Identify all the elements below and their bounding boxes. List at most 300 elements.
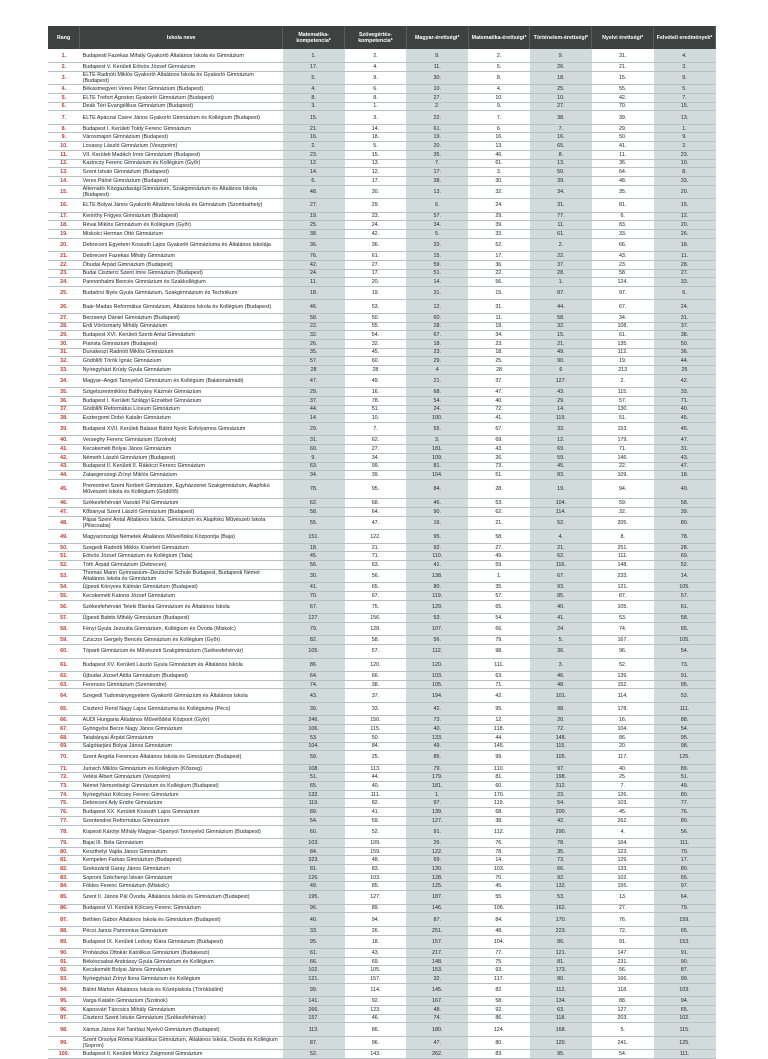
table-row [48, 561, 716, 570]
hungarian-exam-cell: 251. [406, 926, 468, 935]
history-exam-cell: 67. [530, 569, 592, 583]
history-exam-cell: 170. [530, 913, 592, 927]
school-name-cell: Városmajori Gimnázium (Budapest) [80, 133, 283, 142]
language-exam-cell: 32. [592, 508, 654, 517]
language-exam-cell: 233. [592, 569, 654, 583]
admission-results-cell: 58. [654, 499, 716, 508]
math-exam-cell: 103. [468, 865, 530, 874]
hungarian-exam-cell: 79. [406, 764, 468, 773]
history-exam-cell: 9. [530, 49, 592, 63]
admission-results-cell: 27. [654, 269, 716, 278]
school-name-cell: Varga Katalin Gimnázium (Szolnok) [80, 997, 283, 1006]
reading-competence-cell: 52. [345, 825, 407, 839]
admission-results-cell: 11. [654, 252, 716, 261]
admission-results-cell: 45. [654, 414, 716, 423]
hungarian-exam-cell: 127. [406, 816, 468, 825]
school-name-cell: Budapest I. Kerületi Toldy Ferenc Gimnázium [80, 124, 283, 133]
math-competence-cell: 246. [283, 716, 345, 725]
admission-results-cell: 65. [654, 873, 716, 882]
school-name-cell: Debreceni Ady Endre Gimnázium [80, 799, 283, 808]
rank-cell: 100. [48, 1050, 80, 1059]
school-name-cell: AUDI Hungaria Általános Művelődési Központ (Győr) [80, 716, 283, 725]
table-row [48, 742, 716, 751]
history-exam-cell: 69. [530, 445, 592, 454]
school-name-cell: Kecskeméti Bolyai János Gimnázium [80, 966, 283, 975]
admission-results-cell: 52. [654, 561, 716, 570]
math-exam-cell: 93. [468, 966, 530, 975]
hungarian-exam-cell: 145. [406, 983, 468, 997]
math-competence-cell: 24. [283, 269, 345, 278]
math-exam-cell: 106. [468, 904, 530, 913]
math-competence-cell: 42. [283, 260, 345, 269]
math-competence-cell: 66. [283, 957, 345, 966]
math-competence-cell: 1. [283, 49, 345, 63]
admission-results-cell: 65. [654, 1005, 716, 1014]
math-competence-cell: 157. [283, 1014, 345, 1023]
admission-results-cell: 88. [654, 716, 716, 725]
rank-cell: 65. [48, 702, 80, 716]
school-name-cell: Németh László Gimnázium (Budapest) [80, 453, 283, 462]
math-competence-cell: 67. [283, 600, 345, 614]
hungarian-exam-cell: 20. [406, 142, 468, 151]
history-exam-cell: 53. [530, 891, 592, 905]
table-row [48, 499, 716, 508]
admission-results-cell: 24. [654, 300, 716, 314]
reading-competence-cell: 48. [345, 856, 407, 865]
school-name-cell: Bálint Márton Általános Iskola és Középiskola (Törökbálint) [80, 983, 283, 997]
math-competence-cell: 28 [283, 366, 345, 375]
hungarian-exam-cell: 14. [406, 278, 468, 287]
language-exam-cell: 19. [592, 357, 654, 366]
reading-competence-cell: 94. [345, 913, 407, 927]
language-exam-cell: 57. [592, 396, 654, 405]
math-competence-cell: 15. [283, 111, 345, 125]
math-exam-cell: 16. [468, 133, 530, 142]
math-exam-cell: 76. [468, 839, 530, 848]
reading-competence-cell: 34. [345, 453, 407, 462]
school-name-cell: Budapest V. Kerületi Eötvös József Gimnázium [80, 63, 283, 72]
reading-competence-cell: 66. [345, 672, 407, 681]
admission-results-cell: 71. [654, 396, 716, 405]
math-competence-cell: 61. [283, 949, 345, 958]
math-exam-cell: 49. [468, 552, 530, 561]
math-competence-cell: 44. [283, 405, 345, 414]
language-exam-cell: 71. [592, 445, 654, 454]
math-exam-cell: 31. [468, 300, 530, 314]
admission-results-cell: 15. [654, 199, 716, 213]
table-row [48, 405, 716, 414]
language-exam-cell: 54. [592, 1050, 654, 1059]
hungarian-exam-cell: 24. [406, 405, 468, 414]
reading-competence-cell: 21. [345, 543, 407, 552]
reading-competence-cell: 95. [345, 479, 407, 499]
history-exam-cell: 7. [530, 124, 592, 133]
admission-results-cell: 105. [654, 583, 716, 592]
language-exam-cell: 45. [592, 808, 654, 817]
history-exam-cell: 73. [530, 856, 592, 865]
table-row [48, 388, 716, 397]
reading-competence-cell: 157. [345, 975, 407, 984]
reading-competence-cell: 45. [345, 348, 407, 357]
header-row [48, 26, 716, 49]
table-row [48, 847, 716, 856]
table-row [48, 286, 716, 300]
rank-cell: 73. [48, 782, 80, 791]
math-competence-cell: 106. [283, 725, 345, 734]
admission-results-cell: 80. [654, 516, 716, 530]
table-row [48, 680, 716, 689]
reading-competence-cell: 6. [345, 85, 407, 94]
math-competence-cell: 87. [283, 1036, 345, 1050]
rank-cell: 12. [48, 159, 80, 168]
rank-cell: 84. [48, 882, 80, 891]
math-competence-cell: 17. [283, 63, 345, 72]
hungarian-exam-cell: 5. [406, 229, 468, 238]
rank-cell: 55. [48, 592, 80, 601]
language-exam-cell: 15. [592, 71, 654, 85]
rank-cell: 49. [48, 530, 80, 544]
math-competence-cell: 39. [283, 702, 345, 716]
table-row [48, 453, 716, 462]
school-name-cell: Békásmegyeri Veres Péter Gimnázium (Budapest) [80, 85, 283, 94]
header-school-name: Iskola neve [80, 26, 283, 49]
math-competence-cell: 9. [283, 453, 345, 462]
reading-competence-cell: 61. [345, 252, 407, 261]
language-exam-cell: 41. [592, 142, 654, 151]
table-row [48, 975, 716, 984]
school-name-cell: ELTE Radnóti Miklós Gyakorló Általános Iskola és Gyakorló Gimnázium (Budapest) [80, 71, 283, 85]
rank-cell: 22. [48, 260, 80, 269]
admission-results-cell: 31. [654, 445, 716, 454]
math-competence-cell: 40. [283, 913, 345, 927]
math-competence-cell: 195. [283, 891, 345, 905]
math-competence-cell: 14. [283, 168, 345, 177]
math-exam-cell: 37. [468, 374, 530, 388]
math-exam-cell: 21. [468, 516, 530, 530]
hungarian-exam-cell: 60. [406, 313, 468, 322]
history-exam-cell: 312. [530, 782, 592, 791]
reading-competence-cell: 123. [345, 1005, 407, 1014]
rank-cell: 8. [48, 124, 80, 133]
table-row [48, 133, 716, 142]
rank-cell: 83. [48, 873, 80, 882]
header-hungarian-exam: Magyar-érettségi* [406, 26, 468, 49]
school-name-cell: Székesfehérvári Teleki Blanka Gimnázium és Általános Iskola [80, 600, 283, 614]
math-competence-cell: 41. [283, 583, 345, 592]
admission-results-cell: 49. [654, 782, 716, 791]
history-exam-cell: 23. [530, 790, 592, 799]
math-exam-cell: 24. [468, 199, 530, 213]
table-row [48, 592, 716, 601]
math-exam-cell: 104. [468, 935, 530, 949]
school-name-cell: Szegedi Radnóti Miklós Kísérleti Gimnázium [80, 543, 283, 552]
language-exam-cell: 178. [592, 702, 654, 716]
reading-competence-cell: 53. [345, 300, 407, 314]
school-name-cell: Nyíregyházi Kölcsey Ferenc Gimnázium [80, 790, 283, 799]
school-name-cell: ELTE Bolyai János Gyakorló Általános Iskola és Gimnázium (Szombathely) [80, 199, 283, 213]
rank-cell: 3. [48, 71, 80, 85]
rank-cell: 41. [48, 445, 80, 454]
school-name-cell: Tatabányai Árpád Gimnázium [80, 733, 283, 742]
admission-results-cell: 18. [654, 471, 716, 480]
admission-results-cell: 12. [654, 212, 716, 221]
admission-results-cell: 87. [654, 966, 716, 975]
reading-competence-cell: 58. [345, 636, 407, 645]
admission-results-cell: 5. [654, 85, 716, 94]
math-competence-cell: 32. [283, 331, 345, 340]
rank-cell: 85. [48, 891, 80, 905]
school-name-cell: Bethlen Gábor Általános Iskola és Gimnázium (Budapest) [80, 913, 283, 927]
rank-cell: 81. [48, 856, 80, 865]
language-exam-cell: 88. [592, 997, 654, 1006]
school-name-cell: Budai Ciszterci Szent Imre Gimnázium (Budapest) [80, 269, 283, 278]
admission-results-cell: 98. [654, 742, 716, 751]
math-competence-cell: 89. [283, 808, 345, 817]
math-exam-cell: 86. [468, 1014, 530, 1023]
admission-results-cell: 94. [654, 997, 716, 1006]
school-name-cell: Újbudai József Attila Gimnázium (Budapest) [80, 672, 283, 681]
school-name-cell: Érdi Vörösmarty Mihály Gimnázium [80, 322, 283, 331]
history-exam-cell: 65. [530, 142, 592, 151]
math-competence-cell: 51. [283, 773, 345, 782]
math-competence-cell: 78. [283, 479, 345, 499]
admission-results-cell: 47. [654, 436, 716, 445]
math-competence-cell: 27. [283, 199, 345, 213]
hungarian-exam-cell: 12. [406, 300, 468, 314]
table-row [48, 764, 716, 773]
math-competence-cell: 49. [283, 882, 345, 891]
math-competence-cell: 113. [283, 1023, 345, 1037]
reading-competence-cell: 39. [345, 471, 407, 480]
hungarian-exam-cell: 91. [406, 825, 468, 839]
table-row [48, 374, 716, 388]
rank-cell: 93. [48, 975, 80, 984]
hungarian-exam-cell: 30. [406, 71, 468, 85]
school-name-cell: Budapest XVI. Kerületi Szerb Antal Gimnázium [80, 331, 283, 340]
hungarian-exam-cell: 59. [406, 260, 468, 269]
language-exam-cell: 103. [592, 799, 654, 808]
admission-results-cell: 61. [654, 600, 716, 614]
history-exam-cell: 200. [530, 808, 592, 817]
rank-cell: 79. [48, 839, 80, 848]
rank-cell: 13. [48, 168, 80, 177]
header-history-exam: Történelem-érettségi* [530, 26, 592, 49]
history-exam-cell: 19. [530, 479, 592, 499]
history-exam-cell: 20. [530, 716, 592, 725]
language-exam-cell: 94. [592, 479, 654, 499]
school-name-cell: Keszthelyi Vajda János Gimnázium [80, 847, 283, 856]
table-row [48, 331, 716, 340]
table-row [48, 949, 716, 958]
table-row [48, 926, 716, 935]
language-exam-cell: 4. [592, 825, 654, 839]
admission-results-cell: 45. [654, 422, 716, 436]
table-row [48, 63, 716, 72]
reading-competence-cell: 56. [345, 569, 407, 583]
rank-cell: 17. [48, 212, 80, 221]
admission-results-cell: 38. [654, 331, 716, 340]
math-competence-cell: 86. [283, 658, 345, 672]
language-exam-cell: 166. [592, 975, 654, 984]
hungarian-exam-cell: 128. [406, 873, 468, 882]
math-exam-cell: 32. [468, 185, 530, 199]
hungarian-exam-cell: 51. [406, 269, 468, 278]
table-row [48, 508, 716, 517]
table-row [48, 672, 716, 681]
rank-cell: 64. [48, 689, 80, 703]
language-exam-cell: 121. [592, 583, 654, 592]
admission-results-cell: 31. [654, 313, 716, 322]
hungarian-exam-cell: 103. [406, 672, 468, 681]
language-exam-cell: 55. [592, 85, 654, 94]
math-exam-cell: 124. [468, 1023, 530, 1037]
hungarian-exam-cell: 48. [406, 1005, 468, 1014]
hungarian-exam-cell: 73. [406, 716, 468, 725]
table-row [48, 873, 716, 882]
header-math-exam: Matematika-érettségi* [468, 26, 530, 49]
math-competence-cell: 105. [283, 645, 345, 659]
math-exam-cell: 48. [468, 926, 530, 935]
hungarian-exam-cell: 122. [406, 847, 468, 856]
math-exam-cell: 6. [468, 124, 530, 133]
rank-cell: 87. [48, 913, 80, 927]
admission-results-cell: 64. [654, 891, 716, 905]
reading-competence-cell: 50. [345, 733, 407, 742]
history-exam-cell: 87. [530, 286, 592, 300]
admission-results-cell: 10. [654, 159, 716, 168]
rank-cell: 5. [48, 93, 80, 102]
school-name-cell: Budapest XX. Kerületi Kossuth Lajos Gimnázium [80, 808, 283, 817]
math-exam-cell: 67. [468, 422, 530, 436]
admission-results-cell: 20. [654, 185, 716, 199]
school-name-cell: Magyarországi Németek Általános Művelődési Központja (Baja) [80, 530, 283, 544]
history-exam-cell: 95. [530, 1050, 592, 1059]
reading-competence-cell: 4. [345, 63, 407, 72]
history-exam-cell: 63. [530, 1005, 592, 1014]
school-name-cell: Kőbányai Szent László Gimnázium (Budapest) [80, 508, 283, 517]
history-exam-cell: 61. [530, 229, 592, 238]
reading-competence-cell: 51. [345, 405, 407, 414]
math-exam-cell: 47. [468, 388, 530, 397]
hungarian-exam-cell: 84. [406, 479, 468, 499]
math-competence-cell: 31. [283, 436, 345, 445]
language-exam-cell: 91. [592, 935, 654, 949]
hungarian-exam-cell: 23. [406, 348, 468, 357]
rank-cell: 29. [48, 331, 80, 340]
math-exam-cell: 10. [468, 93, 530, 102]
rank-cell: 38. [48, 414, 80, 423]
math-competence-cell: 95. [283, 935, 345, 949]
reading-competence-cell: 23. [345, 212, 407, 221]
history-exam-cell: 44. [530, 300, 592, 314]
table-row [48, 790, 716, 799]
rank-cell: 44. [48, 471, 80, 480]
admission-results-cell: 9. [654, 133, 716, 142]
reading-competence-cell: 114. [345, 983, 407, 997]
history-exam-cell: 62. [530, 552, 592, 561]
table-row [48, 733, 716, 742]
hungarian-exam-cell: 167. [406, 997, 468, 1006]
school-name-cell: Ciszterci Szent István Gimnázium (Székesfehérvár) [80, 1014, 283, 1023]
language-exam-cell: 66. [592, 238, 654, 252]
school-name-cell: Salgótarjáni Bolyai János Gimnázium [80, 742, 283, 751]
math-competence-cell: 84. [283, 847, 345, 856]
table-row [48, 199, 716, 213]
rank-cell: 50. [48, 543, 80, 552]
header-math-competence: Matematika-kompetencia* [283, 26, 345, 49]
history-exam-cell: 49. [530, 348, 592, 357]
math-exam-cell: 58. [468, 530, 530, 544]
math-exam-cell: 8. [468, 71, 530, 85]
math-exam-cell: 14. [468, 856, 530, 865]
rank-cell: 51. [48, 552, 80, 561]
reading-competence-cell: 13. [345, 159, 407, 168]
math-exam-cell: 2. [468, 49, 530, 63]
hungarian-exam-cell: 262. [406, 1050, 468, 1059]
math-exam-cell: 36. [468, 260, 530, 269]
history-exam-cell: 83. [530, 471, 592, 480]
language-exam-cell: 104. [592, 725, 654, 734]
language-exam-cell: 72. [592, 926, 654, 935]
language-exam-cell: 203. [592, 1014, 654, 1023]
admission-results-cell: 18. [654, 238, 716, 252]
history-exam-cell: 43. [530, 388, 592, 397]
table-row [48, 891, 716, 905]
math-exam-cell: 79. [468, 636, 530, 645]
history-exam-cell: 48. [530, 680, 592, 689]
table-row [48, 366, 716, 375]
table-row [48, 957, 716, 966]
hungarian-exam-cell: 7. [406, 159, 468, 168]
math-competence-cell: 18. [283, 286, 345, 300]
school-name-cell: VII. Kerületi Madách Imre Gimnázium (Budapest) [80, 150, 283, 159]
hungarian-exam-cell: 28. [406, 322, 468, 331]
math-competence-cell: 47. [283, 374, 345, 388]
history-exam-cell: 127. [530, 374, 592, 388]
rank-cell: 10. [48, 142, 80, 151]
history-exam-cell: 118. [530, 1014, 592, 1023]
school-name-cell: Nyíregyházi Zrínyi Ilona Gimnázium és Kollégium [80, 975, 283, 984]
rank-cell: 2. [48, 63, 80, 72]
rank-cell: 45. [48, 479, 80, 499]
table-row [48, 278, 716, 287]
math-competence-cell: 30. [283, 569, 345, 583]
school-name-cell: Szent Orsolya Római Katolikus Gimnázium, Általános Iskola, Óvoda és Kollégium (Sopron) [80, 1036, 283, 1050]
math-competence-cell: 37. [283, 396, 345, 405]
reading-competence-cell: 20. [345, 278, 407, 287]
history-exam-cell: 290. [530, 825, 592, 839]
math-competence-cell: 53. [283, 733, 345, 742]
table-row [48, 799, 716, 808]
table-row [48, 689, 716, 703]
hungarian-exam-cell: 181. [406, 445, 468, 454]
table-header [48, 26, 716, 49]
math-exam-cell: 110. [468, 764, 530, 773]
reading-competence-cell: 64. [345, 508, 407, 517]
math-exam-cell: 42. [468, 689, 530, 703]
reading-competence-cell: 105. [345, 966, 407, 975]
language-exam-cell: 64. [592, 168, 654, 177]
math-competence-cell: 48. [283, 185, 345, 199]
reading-competence-cell: 10. [345, 414, 407, 423]
rank-cell: 37. [48, 405, 80, 414]
rank-cell: 33. [48, 366, 80, 375]
history-exam-cell: 35. [530, 847, 592, 856]
rank-cell: 57. [48, 614, 80, 623]
math-competence-cell: 23. [283, 150, 345, 159]
rank-cell: 62. [48, 672, 80, 681]
rank-cell: 31. [48, 348, 80, 357]
